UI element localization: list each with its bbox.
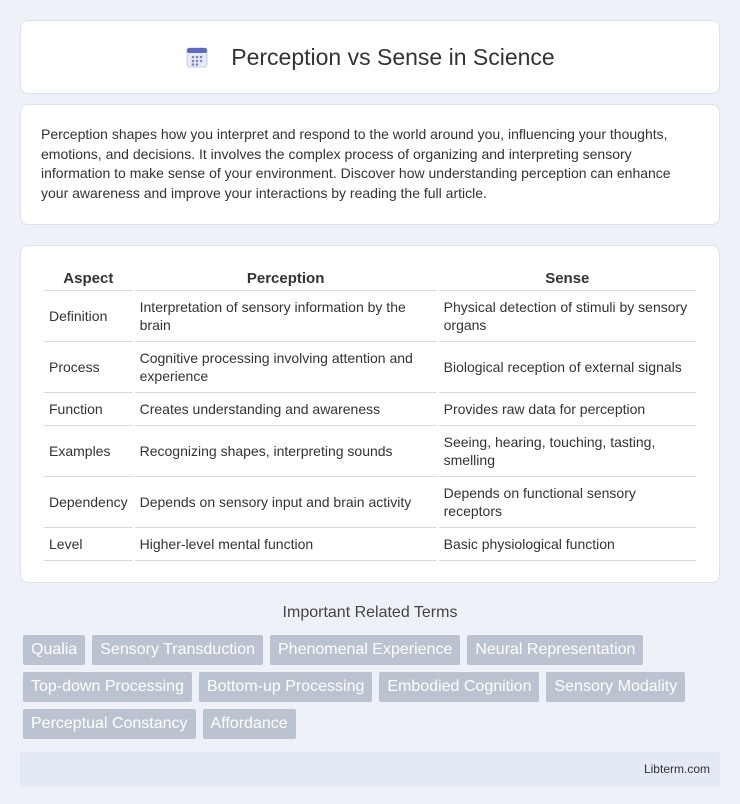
table-cell-perc: Creates understanding and awareness	[135, 393, 437, 426]
table-cell-aspect: Definition	[44, 291, 133, 342]
related-term-tag[interactable]: Affordance	[203, 709, 296, 739]
table-cell-aspect: Examples	[44, 426, 133, 477]
footer	[20, 752, 720, 786]
related-term-tag[interactable]: Bottom-up Processing	[199, 672, 372, 702]
related-term-tag[interactable]: Sensory Transduction	[92, 635, 263, 665]
column-header-perception: Perception	[135, 266, 437, 291]
table-row	[44, 426, 696, 477]
related-term-tag[interactable]: Sensory Modality	[546, 672, 685, 702]
table-cell-perc: Cognitive processing involving attention and experience	[135, 342, 437, 393]
table-row	[44, 393, 696, 426]
table-cell-sense: Physical detection of stimuli by sensory organs	[439, 291, 696, 342]
table-cell-sense: Basic physiological function	[439, 528, 696, 561]
table-row	[44, 528, 696, 561]
comparison-table	[42, 266, 698, 561]
table-cell-aspect: Process	[44, 342, 133, 393]
related-term-tag[interactable]: Phenomenal Experience	[270, 635, 460, 665]
table-cell-aspect: Level	[44, 528, 133, 561]
column-header-aspect: Aspect	[44, 266, 133, 291]
related-term-tag[interactable]: Qualia	[23, 635, 85, 665]
intro-paragraph: Perception shapes how you interpret and respond to the world around you, influencing your thoughts, emotions, and decisions. It involves the complex process of organizing and interpreting sensory information to make sense of your environment. Discover how understanding perception can enhance your awareness and improve your interactions by reading the full article.	[20, 104, 720, 225]
related-terms-list	[20, 635, 720, 739]
table-cell-sense: Depends on functional sensory receptors	[439, 477, 696, 528]
table-cell-sense: Biological reception of external signals	[439, 342, 696, 393]
column-header-sense: Sense	[439, 266, 696, 291]
table-row	[44, 342, 696, 393]
table-cell-perc: Interpretation of sensory information by the brain	[135, 291, 437, 342]
related-term-tag[interactable]: Embodied Cognition	[379, 672, 539, 702]
page-header	[20, 20, 720, 94]
table-cell-perc: Higher-level mental function	[135, 528, 437, 561]
related-terms-title: Important Related Terms	[282, 604, 458, 621]
table-cell-sense: Provides raw data for perception	[439, 393, 696, 426]
table-cell-sense: Seeing, hearing, touching, tasting, smelling	[439, 426, 696, 477]
table-cell-perc: Recognizing shapes, interpreting sounds	[135, 426, 437, 477]
table-cell-aspect: Function	[44, 393, 133, 426]
related-term-tag[interactable]: Perceptual Constancy	[23, 709, 196, 739]
table-row	[44, 477, 696, 528]
table-row	[44, 291, 696, 342]
comparison-table-card	[20, 245, 720, 583]
table-header-row	[44, 266, 696, 291]
table-cell-perc: Depends on sensory input and brain activity	[135, 477, 437, 528]
page-title: Perception vs Sense in Science	[231, 43, 555, 70]
related-term-tag[interactable]: Top-down Processing	[23, 672, 192, 702]
related-term-tag[interactable]: Neural Representation	[467, 635, 643, 665]
calendar-icon	[185, 45, 209, 69]
table-cell-aspect: Dependency	[44, 477, 133, 528]
footer-site-link[interactable]: Libterm.com	[643, 762, 710, 776]
